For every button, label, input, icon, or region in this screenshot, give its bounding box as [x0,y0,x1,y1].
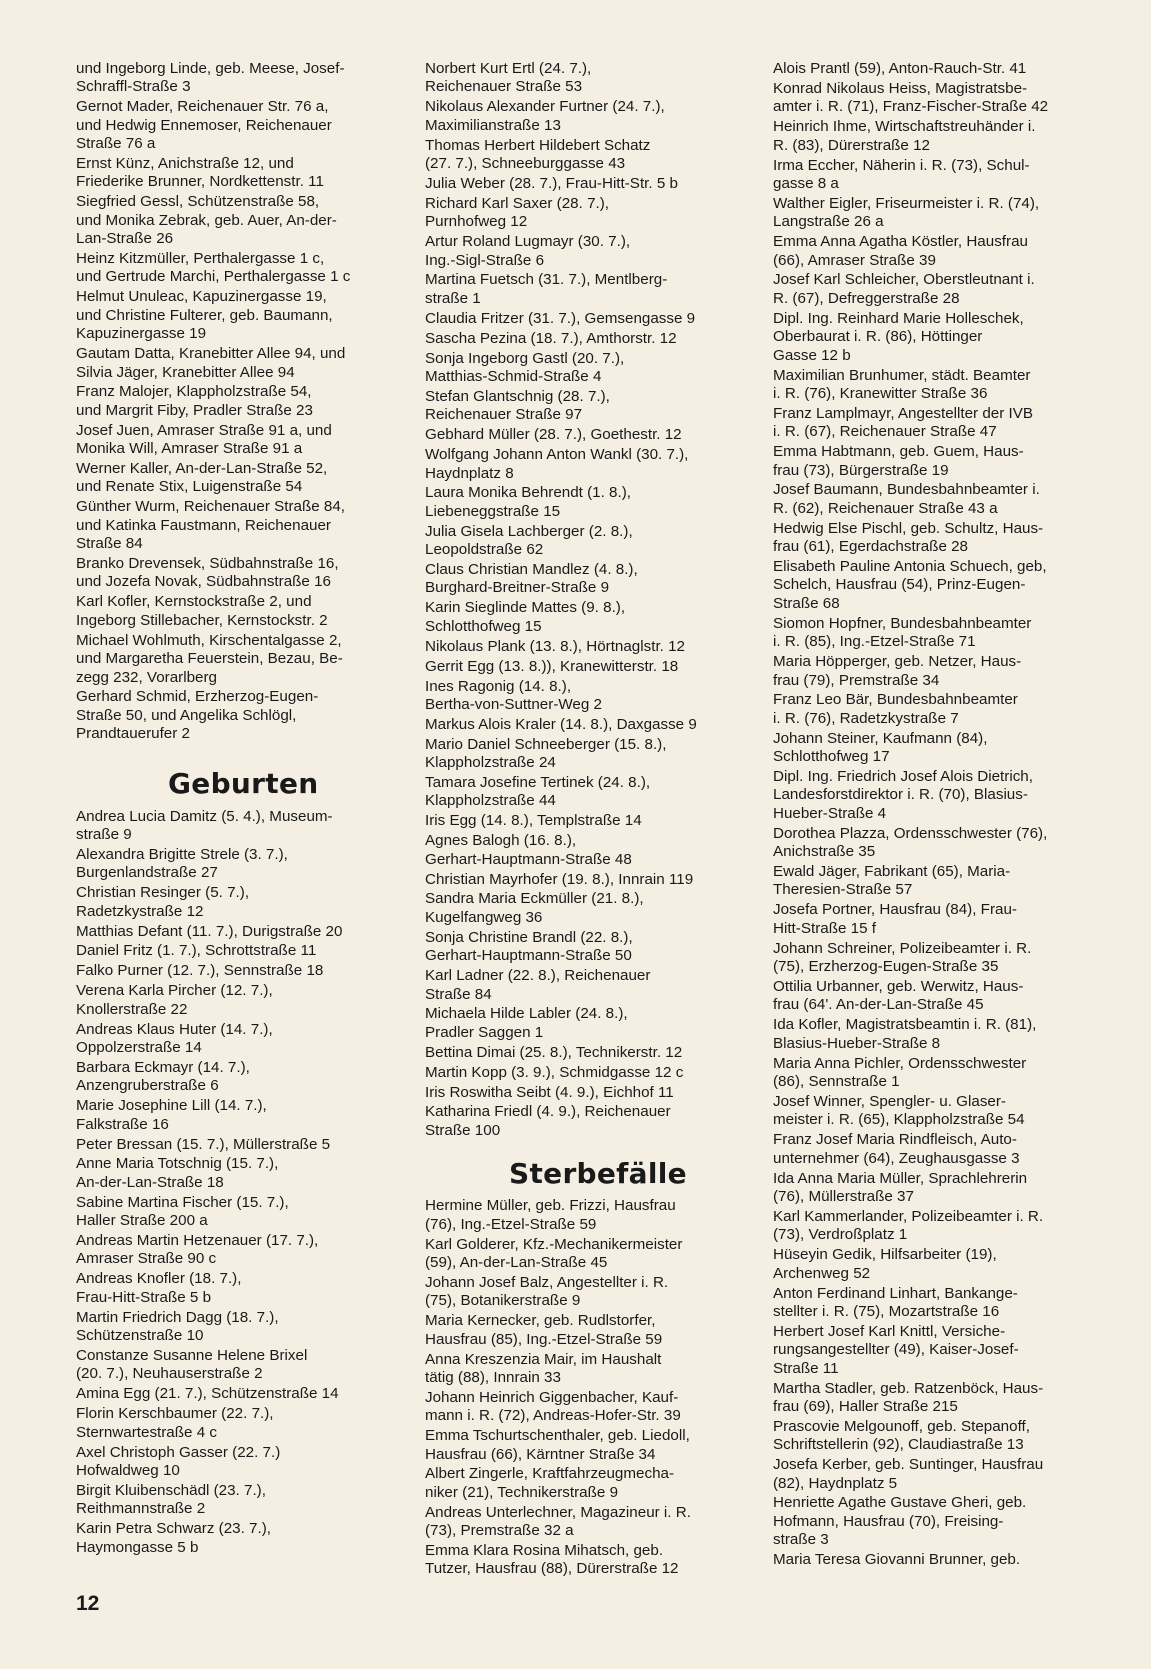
list-entry: Nikolaus Plank (13. 8.), Hörtnaglstr. 12 [425,637,685,655]
list-entry: Markus Alois Kraler (14. 8.), Daxgasse 9 [425,715,697,733]
list-entry: Irma Eccher, Näherin i. R. (73), Schul- gasse 8 a [773,156,1030,192]
births-list-continued [425,60,753,1140]
list-entry: Karl Ladner (22. 8.), Reichenauer Straße 84 [425,967,651,1003]
page-number: 12 [76,1592,100,1615]
list-entry: Anna Kreszenzia Mair, im Haushalt tätig (88), Innrain 33 [425,1350,662,1386]
list-entry: Axel Christoph Gasser (22. 7.) Hofwaldweg 10 [76,1443,281,1479]
deaths-list-continued [773,60,1101,1570]
list-entry: Karl Golderer, Kfz.-Mechanikermeister (59), An-der-Lan-Straße 45 [425,1235,683,1271]
list-entry: Michael Wohlmuth, Kirschentalgasse 2, und Margaretha Feuerstein, Bezau, Be- zegg 232, Vorarlberg [76,631,343,686]
column-3 [773,60,1101,1571]
list-entry: Maria Teresa Giovanni Brunner, geb. [773,1551,1021,1569]
list-entry: Sabine Martina Fischer (15. 7.), Haller Straße 200 a [76,1193,289,1230]
list-entry: Claus Christian Mandlez (4. 8.), Burghard-Breitner-Straße 9 [425,561,638,597]
list-entry: Johann Schreiner, Polizeibeamter i. R. (75), Erzherzog-Eugen-Straße 35 [773,939,1032,976]
list-entry: Ewald Jäger, Fabrikant (65), Maria- Theresien-Straße 57 [773,863,1011,899]
list-entry: Heinz Kitzmüller, Perthalergasse 1 c, und Gertrude Marchi, Perthalergasse 1 c [76,250,351,286]
list-entry: Agnes Balogh (16. 8.), Gerhart-Hauptmann-Straße 48 [425,832,632,868]
list-entry: Daniel Fritz (1. 7.), Schrottstraße 11 [76,942,317,960]
list-entry: Johann Heinrich Giggenbacher, Kauf- mann i. R. (72), Andreas-Hofer-Str. 39 [425,1388,681,1425]
marriages-list [76,60,404,744]
list-entry: Andreas Klaus Huter (14. 7.), Oppolzerstraße 14 [76,1020,273,1056]
list-entry: Marie Josephine Lill (14. 7.), Falkstraße 16 [76,1097,267,1133]
list-entry: Mario Daniel Schneeberger (15. 8.), Klappholzstraße 24 [425,735,667,772]
list-entry: Franz Leo Bär, Bundesbahnbeamter i. R. (76), Radetzkystraße 7 [773,691,1018,727]
list-entry: Hüseyin Gedik, Hilfsarbeiter (19), Archenweg 52 [773,1246,997,1282]
list-entry: Alois Prantl (59), Anton-Rauch-Str. 41 [773,60,1027,77]
column-1 [76,60,404,1558]
list-entry: Amina Egg (21. 7.), Schützenstraße 14 [76,1385,339,1403]
list-entry: Heinrich Ihme, Wirtschaftstreuhänder i. R. (83), Dürerstraße 12 [773,118,1036,154]
list-entry: Albert Zingerle, Kraftfahrzeugmecha- niker (21), Technikerstraße 9 [425,1465,675,1501]
list-entry: Peter Bressan (15. 7.), Müllerstraße 5 [76,1135,331,1153]
list-entry: Emma Klara Rosina Mihatsch, geb. Tutzer, Hausfrau (88), Dürerstraße 12 [425,1542,679,1578]
list-entry: Sonja Christine Brandl (22. 8.), Gerhart-Hauptmann-Straße 50 [425,928,633,965]
list-entry: Constanze Susanne Helene Brixel (20. 7.), Neuhauserstraße 2 [76,1347,308,1383]
list-entry: Maximilian Brunhumer, städt. Beamter i. R. (76), Kranewitter Straße 36 [773,366,1031,402]
list-entry: Florin Kerschbaumer (22. 7.), Sternwartestraße 4 c [76,1405,274,1441]
list-entry: Sonja Ingeborg Gastl (20. 7.), Matthias-Schmid-Straße 4 [425,349,625,385]
list-entry: Franz Malojer, Klappholzstraße 54, und Margrit Fiby, Pradler Straße 23 [76,383,313,419]
births-heading: Geburten [168,766,319,800]
list-entry: Ines Ragonig (14. 8.), Bertha-von-Suttner-Weg 2 [425,677,602,713]
list-entry: Laura Monika Behrendt (1. 8.), Liebeneggstraße 15 [425,484,631,520]
list-entry: Prascovie Melgounoff, geb. Stepanoff, Schriftstellerin (92), Claudiastraße 13 [773,1417,1030,1454]
list-entry: Siomon Hopfner, Bundesbahnbeamter i. R. (85), Ing.-Etzel-Straße 71 [773,614,1032,651]
list-entry: Richard Karl Saxer (28. 7.), Purnhofweg 12 [425,194,610,231]
list-entry: Christian Mayrhofer (19. 8.), Innrain 119 [425,870,694,888]
list-entry: Gernot Mader, Reichenauer Str. 76 a, und Hedwig Ennemoser, Reichenauer Straße 76 a [76,98,332,153]
list-entry: Ernst Künz, Anichstraße 12, und Friederike Brunner, Nordkettenstr. 11 [76,155,324,191]
list-entry: Christian Resinger (5. 7.), Radetzkystraße 12 [76,884,250,920]
list-entry: und Ingeborg Linde, geb. Meese, Josef- Schraffl-Straße 3 [76,60,345,96]
list-entry: Sandra Maria Eckmüller (21. 8.), Kugelfangweg 36 [425,890,644,926]
deaths-list [425,1197,753,1579]
list-entry: Josef Juen, Amraser Straße 91 a, und Monika Will, Amraser Straße 91 a [76,421,332,458]
list-entry: Martin Friedrich Dagg (18. 7.), Schützenstraße 10 [76,1308,279,1345]
list-entry: Anne Maria Totschnig (15. 7.), An-der-Lan-Straße 18 [76,1155,279,1191]
list-entry: Matthias Defant (11. 7.), Durigstraße 20 [76,922,343,940]
list-entry: Karl Kofler, Kernstockstraße 2, und Ingeborg Stillebacher, Kernstockstr. 2 [76,593,328,629]
list-entry: Hermine Müller, geb. Frizzi, Hausfrau (76), Ing.-Etzel-Straße 59 [425,1197,676,1233]
list-entry: Andreas Knofler (18. 7.), Frau-Hitt-Straße 5 b [76,1270,242,1306]
list-entry: Thomas Herbert Hildebert Schatz (27. 7.), Schneeburggasse 43 [425,136,651,173]
column-2 [425,60,753,1580]
list-entry: Werner Kaller, An-der-Lan-Straße 52, und Renate Stix, Luigenstraße 54 [76,460,328,496]
list-entry: Ottilia Urbanner, geb. Werwitz, Haus- frau (64'. An-der-Lan-Straße 45 [773,978,1024,1014]
list-entry: Tamara Josefine Tertinek (24. 8.), Klappholzstraße 44 [425,774,651,810]
births-list [76,808,404,1557]
list-entry: Iris Egg (14. 8.), Templstraße 14 [425,812,642,830]
list-entry: Dipl. Ing. Friedrich Josef Alois Dietrich, Landesforstdirektor i. R. (70), Blasius- Hueber-Straße 4 [773,768,1033,822]
list-entry: Andrea Lucia Damitz (5. 4.), Museum- straße 9 [76,807,333,844]
list-entry: Henriette Agathe Gustave Gheri, geb. Hofmann, Hausfrau (70), Freising- straße 3 [773,1494,1027,1549]
list-entry: Martina Fuetsch (31. 7.), Mentlberg- straße 1 [425,271,668,307]
list-entry: Dorothea Plazza, Ordensschwester (76), Anichstraße 35 [773,824,1048,861]
deaths-heading: Sterbefälle [509,1157,687,1191]
list-entry: Barbara Eckmayr (14. 7.), Anzengruberstraße 6 [76,1058,250,1095]
list-entry: Michaela Hilde Labler (24. 8.), Pradler Saggen 1 [425,1005,628,1041]
list-entry: Johann Steiner, Kaufmann (84), Schlotthofweg 17 [773,729,988,766]
list-entry: Bettina Dimai (25. 8.), Technikerstr. 12 [425,1043,683,1061]
list-entry: Sascha Pezina (18. 7.), Amthorstr. 12 [425,329,677,347]
list-entry: Karl Kammerlander, Polizeibeamter i. R. (73), Verdroßplatz 1 [773,1207,1044,1244]
list-entry: Josef Karl Schleicher, Oberstleutnant i. R. (67), Defreggerstraße 28 [773,271,1035,307]
list-entry: Herbert Josef Karl Knittl, Versiche- rungsangestellter (49), Kaiser-Josef- Straße 11 [773,1322,1019,1377]
list-entry: Ida Anna Maria Müller, Sprachlehrerin (76), Müllerstraße 37 [773,1169,1028,1205]
list-entry: Emma Tschurtschenthaler, geb. Liedoll, Hausfrau (66), Kärntner Straße 34 [425,1427,690,1463]
list-entry: Julia Gisela Lachberger (2. 8.), Leopoldstraße 62 [425,522,633,559]
list-entry: Josefa Kerber, geb. Suntinger, Hausfrau (82), Haydnplatz 5 [773,1456,1044,1492]
list-entry: Katharina Friedl (4. 9.), Reichenauer Straße 100 [425,1103,671,1139]
list-entry: Ida Kofler, Magistratsbeamtin i. R. (81), Blasius-Hueber-Straße 8 [773,1016,1037,1052]
list-entry: Maria Kernecker, geb. Rudlstorfer, Hausfrau (85), Ing.-Etzel-Straße 59 [425,1312,663,1348]
list-entry: Maria Anna Pichler, Ordensschwester (86), Sennstraße 1 [773,1054,1027,1091]
list-entry: Stefan Glantschnig (28. 7.), Reichenauer Straße 97 [425,387,610,424]
list-entry: Franz Josef Maria Rindfleisch, Auto- unternehmer (64), Zeughausgasse 3 [773,1131,1020,1167]
list-entry: Karin Petra Schwarz (23. 7.), Haymongasse 5 b [76,1520,271,1556]
list-entry: Karin Sieglinde Mattes (9. 8.), Schlotthofweg 15 [425,599,626,635]
list-entry: Gerrit Egg (13. 8.)), Kranewitterstr. 18 [425,657,679,675]
list-entry: Verena Karla Pircher (12. 7.), Knollerstraße 22 [76,982,273,1018]
list-entry: Maria Höpperger, geb. Netzer, Haus- frau (79), Premstraße 34 [773,653,1022,689]
list-entry: Martha Stadler, geb. Ratzenböck, Haus- frau (69), Haller Straße 215 [773,1379,1044,1415]
list-entry: Franz Lamplmayr, Angestellter der IVB i. R. (67), Reichenauer Straße 47 [773,404,1033,441]
list-entry: Gerhard Schmid, Erzherzog-Eugen- Straße 50, und Angelika Schlögl, Prandtauerufer 2 [76,688,319,743]
list-entry: Josefa Portner, Hausfrau (84), Frau- Hitt-Straße 15 f [773,901,1017,937]
list-entry: Nikolaus Alexander Furtner (24. 7.), Maximilianstraße 13 [425,98,665,134]
list-entry: Konrad Nikolaus Heiss, Magistratsbe- amter i. R. (71), Franz-Fischer-Straße 42 [773,79,1049,116]
list-entry: Falko Purner (12. 7.), Sennstraße 18 [76,962,324,980]
list-entry: Birgit Kluibenschädl (23. 7.), Reithmannstraße 2 [76,1481,266,1518]
list-entry: Josef Baumann, Bundesbahnbeamter i. R. (62), Reichenauer Straße 43 a [773,481,1040,517]
list-entry: Artur Roland Lugmayr (30. 7.), Ing.-Sigl-Straße 6 [425,233,631,269]
list-entry: Günther Wurm, Reichenauer Straße 84, und Katinka Faustmann, Reichenauer Straße 84 [76,498,345,553]
list-entry: Andreas Unterlechner, Magazineur i. R. (73), Premstraße 32 a [425,1503,691,1540]
list-entry: Johann Josef Balz, Angestellter i. R. (75), Botanikerstraße 9 [425,1273,669,1310]
list-entry: Claudia Fritzer (31. 7.), Gemsengasse 9 [425,309,696,327]
list-entry: Anton Ferdinand Linhart, Bankange- stellter i. R. (75), Mozartstraße 16 [773,1284,1018,1320]
list-entry: Martin Kopp (3. 9.), Schmidgasse 12 c [425,1063,684,1081]
list-entry: Gebhard Müller (28. 7.), Goethestr. 12 [425,426,682,444]
list-entry: Emma Anna Agatha Köstler, Hausfrau (66), Amraser Straße 39 [773,233,1028,269]
list-entry: Josef Winner, Spengler- u. Glaser- meister i. R. (65), Klappholzstraße 54 [773,1092,1025,1129]
list-entry: Wolfgang Johann Anton Wankl (30. 7.), Haydnplatz 8 [425,446,689,482]
list-entry: Walther Eigler, Friseurmeister i. R. (74), Langstraße 26 a [773,194,1040,231]
list-entry: Siegfried Gessl, Schützenstraße 58, und Monika Zebrak, geb. Auer, An-der- Lan-Straße 26 [76,193,337,248]
list-entry: Emma Habtmann, geb. Guem, Haus- frau (73), Bürgerstraße 19 [773,443,1024,479]
list-entry: Helmut Unuleac, Kapuzinergasse 19, und Christine Fulterer, geb. Baumann, Kapuzinergasse 19 [76,288,333,343]
list-entry: Andreas Martin Hetzenauer (17. 7.), Amraser Straße 90 c [76,1232,319,1268]
list-entry: Julia Weber (28. 7.), Frau-Hitt-Str. 5 b [425,174,678,192]
list-entry: Gautam Datta, Kranebitter Allee 94, und Silvia Jäger, Kranebitter Allee 94 [76,345,346,381]
list-entry: Iris Roswitha Seibt (4. 9.), Eichhof 11 [425,1083,674,1101]
list-entry: Norbert Kurt Ertl (24. 7.), Reichenauer Straße 53 [425,60,592,96]
list-entry: Branko Drevensek, Südbahnstraße 16, und Jozefa Novak, Südbahnstraße 16 [76,555,339,591]
list-entry: Alexandra Brigitte Strele (3. 7.), Burgenlandstraße 27 [76,845,288,882]
list-entry: Dipl. Ing. Reinhard Marie Holleschek, Oberbaurat i. R. (86), Höttinger Gasse 12 b [773,309,1024,364]
list-entry: Hedwig Else Pischl, geb. Schultz, Haus- frau (61), Egerdachstraße 28 [773,519,1044,556]
list-entry: Elisabeth Pauline Antonia Schuech, geb, Schelch, Hausfrau (54), Prinz-Eugen- Straße 68 [773,558,1047,612]
